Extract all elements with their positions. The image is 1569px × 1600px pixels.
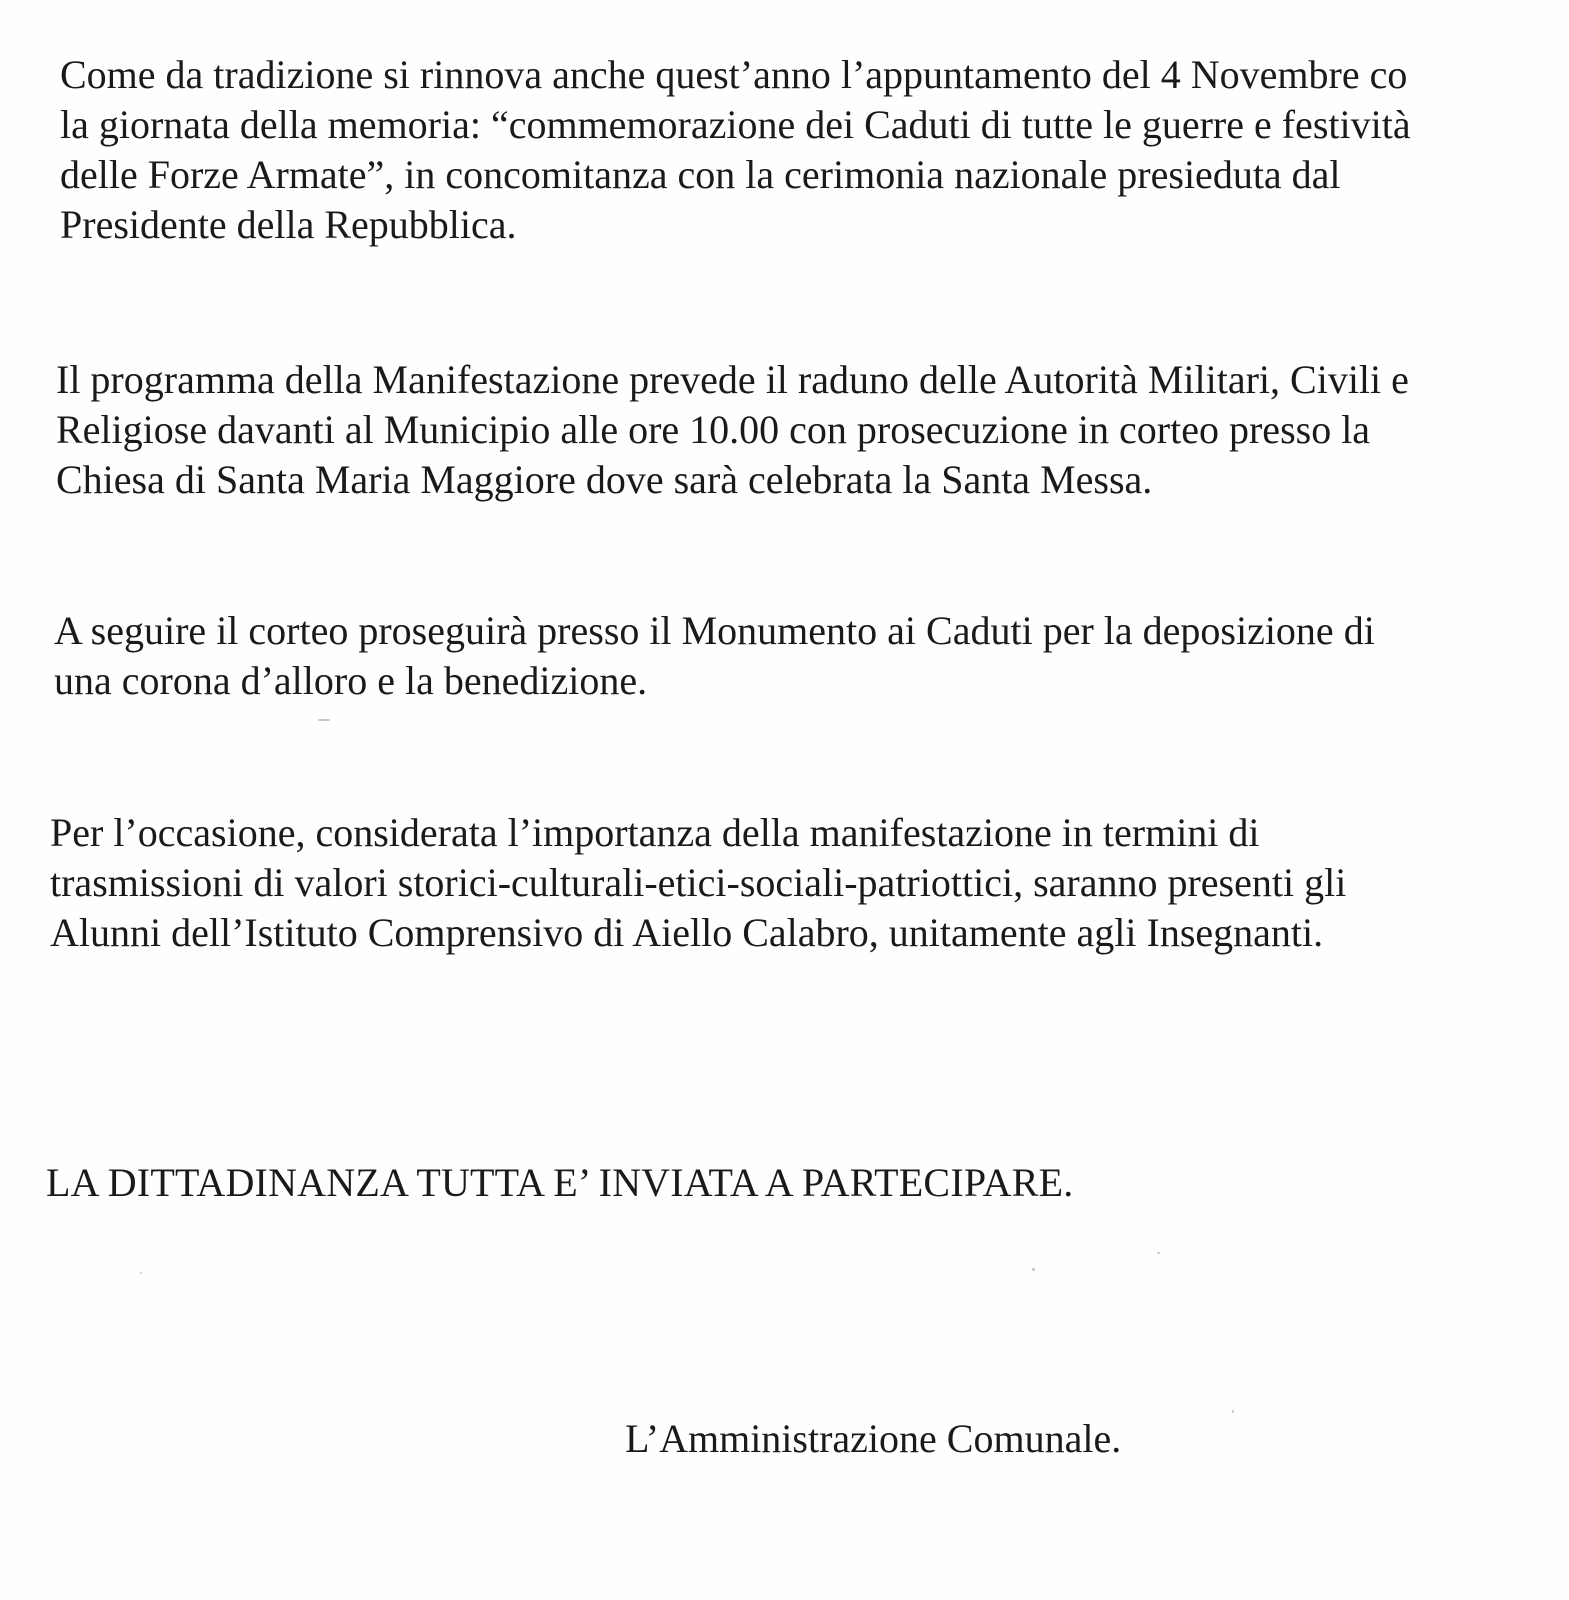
scan-speck xyxy=(1032,1268,1035,1271)
paragraph-line: Come da tradizione si rinnova anche quest’anno l’appuntamento del 4 Novembre co xyxy=(60,52,1408,97)
paragraph-line: Religiose davanti al Municipio alle ore 10.00 con prosecuzione in corteo presso la xyxy=(56,407,1371,452)
paragraph-line: la giornata della memoria: “commemorazione dei Caduti di tutte le guerre e festività xyxy=(60,102,1411,147)
paragraph-line: una corona d’alloro e la benedizione. xyxy=(54,658,648,703)
invitation-heading: LA DITTADINANZA TUTTA E’ INVIATA A PARTECIPARE. xyxy=(46,1160,1074,1205)
scan-speck xyxy=(140,1272,142,1274)
paragraph-intro xyxy=(60,50,1411,250)
paragraph-line: delle Forze Armate”, in concomitanza con la cerimonia nazionale presieduta dal xyxy=(60,152,1341,197)
paragraph-program xyxy=(56,355,1409,505)
paragraph-students xyxy=(50,808,1346,958)
paragraph-line: A seguire il corteo proseguirà presso il Monumento ai Caduti per la deposizione di xyxy=(54,608,1375,653)
signature-line: L’Amministrazione Comunale. xyxy=(625,1416,1122,1461)
paragraph-line: trasmissioni di valori storici-culturali-etici-sociali-patriottici, saranno presenti gli xyxy=(50,860,1347,905)
paragraph-procession xyxy=(54,606,1375,706)
paragraph-line: Chiesa di Santa Maria Maggiore dove sarà celebrata la Santa Messa. xyxy=(56,457,1153,502)
paragraph-line: Il programma della Manifestazione prevede il raduno delle Autorità Militari, Civili e xyxy=(56,357,1409,402)
scan-speck xyxy=(1157,1252,1160,1254)
paragraph-line: Alunni dell’Istituto Comprensivo di Aiello Calabro, unitamente agli Insegnanti. xyxy=(50,910,1324,955)
paragraph-line: Presidente della Repubblica. xyxy=(60,202,517,247)
scan-speck xyxy=(318,719,330,721)
scan-speck xyxy=(1232,1410,1234,1413)
paragraph-line: Per l’occasione, considerata l’importanza della manifestazione in termini di xyxy=(50,810,1260,855)
